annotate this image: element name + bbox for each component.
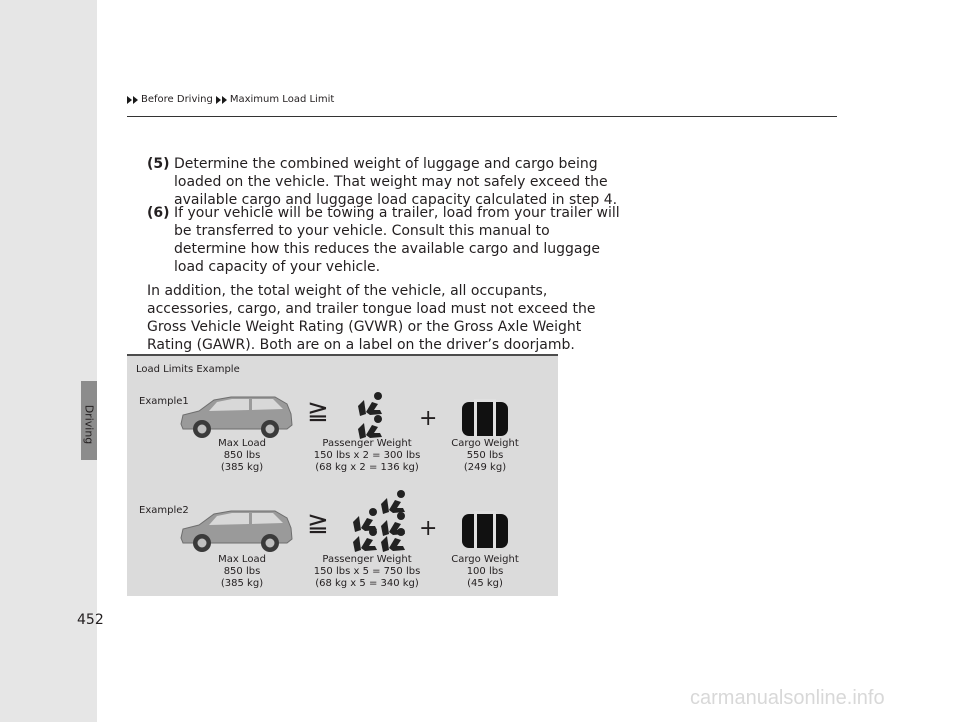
passenger-icon-group <box>345 488 415 552</box>
step-line: available cargo and luggage load capacity calculated in step 4. <box>174 192 618 208</box>
max-load-caption: Max Load 850 lbs (385 kg) <box>218 554 266 589</box>
luggage-icon <box>461 399 509 437</box>
breadcrumb-arrow-icon <box>133 96 138 104</box>
passenger-weight-caption: Passenger Weight 150 lbs x 5 = 750 lbs (68 kg x 5 = 340 kg) <box>313 554 421 589</box>
step-number: (5) <box>147 156 170 172</box>
plus-symbol: + <box>419 406 438 431</box>
page-number: 452 <box>77 612 104 628</box>
max-load-caption: Max Load 850 lbs (385 kg) <box>218 438 266 473</box>
step-number: (6) <box>147 205 170 221</box>
paragraph-line: accessories, cargo, and trailer tongue load must not exceed the <box>147 301 596 317</box>
luggage-icon <box>461 511 509 549</box>
example1-label: Example1 <box>139 396 189 407</box>
paragraph-line: In addition, the total weight of the vehicle, all occupants, <box>147 283 548 299</box>
breadcrumb <box>127 94 334 105</box>
breadcrumb-arrow-icon <box>222 96 227 104</box>
breadcrumb-arrow-icon <box>127 96 132 104</box>
paragraph-line: Gross Vehicle Weight Rating (GVWR) or the Gross Axle Weight <box>147 319 582 335</box>
body-paragraph <box>147 282 595 354</box>
passenger-icon-group <box>352 390 392 440</box>
suv-car-icon <box>177 394 295 439</box>
header-rule <box>127 116 837 117</box>
step-line: load capacity of your vehicle. <box>174 259 381 275</box>
breadcrumb-item[interactable]: Maximum Load Limit <box>229 94 335 105</box>
greater-equal-symbol: ≧ <box>307 396 329 426</box>
cargo-weight-caption: Cargo Weight 550 lbs (249 kg) <box>451 438 519 473</box>
plus-symbol: + <box>419 516 438 541</box>
paragraph-line: Rating (GAWR). Both are on a label on the driver’s doorjamb. <box>147 337 575 353</box>
step-line: Determine the combined weight of luggage and cargo being <box>174 156 598 172</box>
step-line: loaded on the vehicle. That weight may not safely exceed the <box>174 174 608 190</box>
cargo-weight-caption: Cargo Weight 100 lbs (45 kg) <box>451 554 519 589</box>
step-line: If your vehicle will be towing a trailer, load from your trailer will <box>174 205 620 221</box>
step-6 <box>147 204 620 276</box>
load-limits-example-box <box>127 354 558 596</box>
step-5 <box>147 155 618 209</box>
passenger-icon <box>358 392 382 416</box>
example2-label: Example2 <box>139 505 189 516</box>
suv-car-icon <box>177 508 295 553</box>
breadcrumb-item[interactable]: Before Driving <box>141 94 213 105</box>
step-line: determine how this reduces the available cargo and luggage <box>174 241 600 257</box>
watermark: carmanualsonline.info <box>690 687 885 709</box>
example-box-title: Load Limits Example <box>136 364 240 375</box>
passenger-icon <box>358 415 382 439</box>
passenger-weight-caption: Passenger Weight 150 lbs x 2 = 300 lbs (68 kg x 2 = 136 kg) <box>313 438 421 473</box>
section-label: Driving <box>82 404 96 444</box>
passenger-icon <box>381 490 405 514</box>
greater-equal-symbol: ≧ <box>307 508 329 538</box>
step-line: be transferred to your vehicle. Consult this manual to <box>174 223 550 239</box>
breadcrumb-arrow-icon <box>216 96 221 104</box>
passenger-icon <box>353 528 377 552</box>
